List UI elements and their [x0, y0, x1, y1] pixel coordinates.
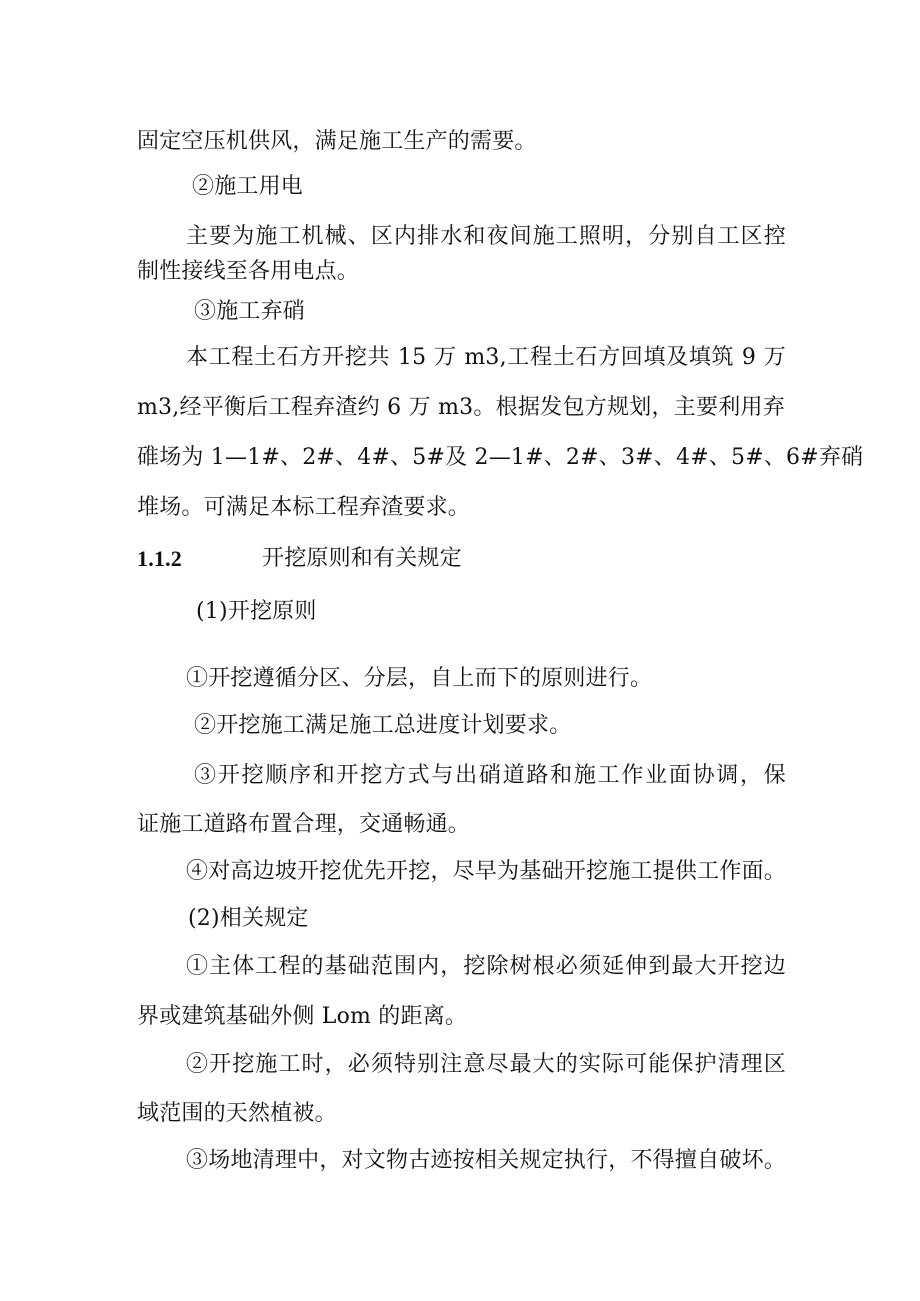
list-item: ③开挖顺序和开挖方式与出硝道路和施工作业面协调，保	[194, 763, 786, 788]
paragraph-line: 界或建筑基础外侧 Lom 的距离。	[137, 1004, 468, 1029]
list-item: ②开挖施工时，必须特别注意尽最大的实际可能保护清理区	[186, 1052, 786, 1077]
section-number: 1.1.2	[137, 546, 182, 571]
subsection-title: (1)开挖原则	[196, 599, 317, 624]
paragraph-line: 堆场。可满足本标工程弃渣要求。	[137, 495, 471, 520]
paragraph-line: 域范围的天然植被。	[137, 1101, 337, 1126]
paragraph-line: 固定空压机供风，满足施工生产的需要。	[137, 129, 537, 154]
paragraph-line: 证施工道路布置合理，交通畅通。	[137, 812, 471, 837]
paragraph-line: 主要为施工机械、区内排水和夜间施工照明，分别自工区控	[186, 224, 786, 249]
paragraph-line: 本工程土石方开挖共 15 万 m3,工程土石方回填及填筑 9 万	[186, 345, 786, 370]
list-item: ①主体工程的基础范围内，挖除树根必须延伸到最大开挖边	[186, 954, 786, 979]
subsection-title: (2)相关规定	[188, 906, 309, 931]
list-item: ①开挖遵循分区、分层，自上而下的原则进行。	[186, 666, 653, 691]
list-item: ③场地清理中，对文物古迹按相关规定执行，不得擅自破坏。	[186, 1148, 786, 1173]
section-title: 开挖原则和有关规定	[262, 546, 462, 571]
list-item: ④对高边坡开挖优先开挖，尽早为基础开挖施工提供工作面。	[186, 859, 786, 884]
paragraph-line: 碓场为 1—1#、2#、4#、5#及 2—1#、2#、3#、4#、5#、6#弃硝	[137, 445, 864, 470]
list-item: ②开挖施工满足施工总进度计划要求。	[194, 713, 572, 738]
subsection-title: ③施工弃硝	[194, 299, 306, 324]
paragraph-line: 制性接线至各用电点。	[137, 259, 360, 284]
paragraph-line: m3,经平衡后工程弃渣约 6 万 m3。根据发包方规划，主要利用弃	[137, 395, 785, 420]
subsection-title: ②施工用电	[192, 174, 304, 199]
